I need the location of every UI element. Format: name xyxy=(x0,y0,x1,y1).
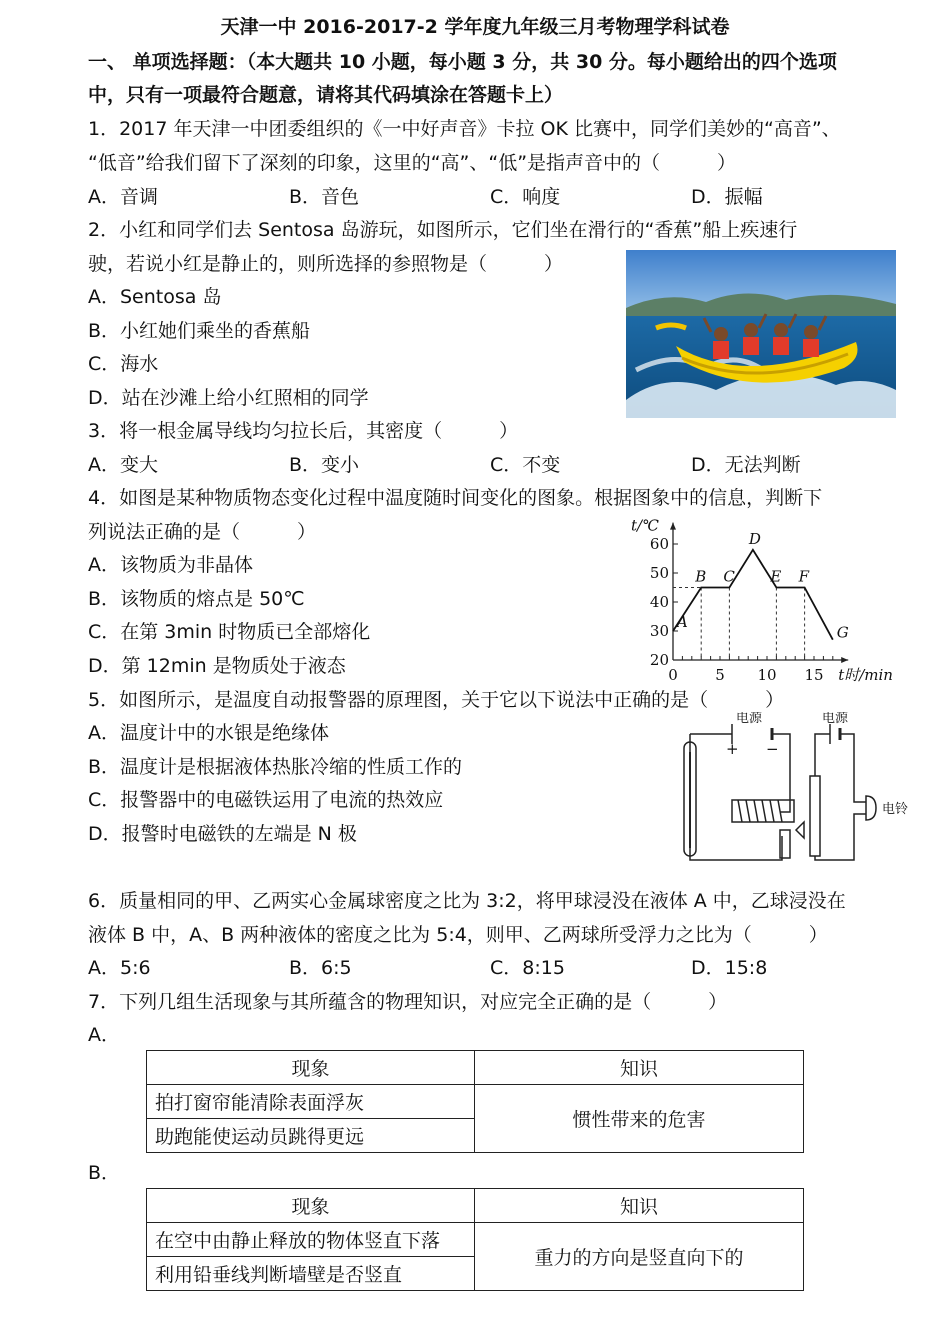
q4-stem-line1: 4．如图是某种物质物态变化过程中温度随时间变化的图象。根据图象中的信息，判断下 xyxy=(88,487,823,509)
q1-option-a: A．音调 xyxy=(88,186,158,208)
table-a-header-phenomenon: 现象 xyxy=(147,1051,475,1085)
point-label-c: C xyxy=(723,567,735,586)
x-axis-label: t时/min xyxy=(838,666,893,684)
table-a-header-knowledge: 知识 xyxy=(475,1051,804,1085)
temperature-series-line xyxy=(673,550,833,640)
power-source-1-label: 电源 xyxy=(736,712,763,726)
q4-option-c: C．在第 3min 时物质已全部熔化 xyxy=(88,621,371,643)
y-tick-label: 50 xyxy=(649,564,669,582)
y-tick-label: 20 xyxy=(649,651,669,669)
q7-stem-line1: 7．下列几组生活现象与其所蕴含的物理知识，对应完全正确的是（ ） xyxy=(88,991,728,1013)
q6-stem-line1: 6．质量相同的甲、乙两实心金属球密度之比为 3:2，将甲球浸没在液体 A 中，乙球浸没在 xyxy=(88,890,846,912)
y-axis-label: t/℃ xyxy=(631,516,659,535)
table-b-row1: 在空中由静止释放的物体竖直下落 xyxy=(147,1223,475,1257)
plus-sign: + xyxy=(726,740,739,758)
q7-option-b: B． xyxy=(88,1162,121,1184)
point-label-g: G xyxy=(836,623,849,642)
y-tick-label: 30 xyxy=(649,622,669,640)
x-tick-label: 10 xyxy=(757,666,777,684)
q1-option-d: D．振幅 xyxy=(691,186,763,208)
q1-stem-line1: 1．2017 年天津一中团委组织的《一中好声音》卡拉 OK 比赛中，同学们美妙的“高音”、 xyxy=(88,118,841,140)
table-a-knowledge: 惯性带来的危害 xyxy=(475,1085,804,1153)
section-header-line1: 一、 单项选择题：（本大题共 10 小题，每小题 3 分，共 30 分。每小题给出的四个选项 xyxy=(88,51,837,73)
q2-stem-line1: 2．小红和同学们去 Sentosa 岛游玩，如图所示，它们坐在滑行的“香蕉”船上疾速行 xyxy=(88,219,798,241)
q6-option-a: A．5:6 xyxy=(88,957,151,979)
x-axis-arrow xyxy=(841,657,848,663)
table-b-knowledge: 重力的方向是竖直向下的 xyxy=(475,1223,804,1291)
q2-stem-line2: 驶，若说小红是静止的，则所选择的参照物是（ ） xyxy=(88,253,564,275)
x-tick-label: 5 xyxy=(715,666,725,684)
q2-option-a: A．Sentosa 岛 xyxy=(88,286,222,308)
q4-option-d: D．第 12min 是物质处于液态 xyxy=(88,655,346,677)
point-label-e: E xyxy=(770,567,782,586)
q2-option-c: C．海水 xyxy=(88,353,159,375)
point-label-d: D xyxy=(748,529,761,548)
point-label-b: B xyxy=(695,567,707,586)
q4-stem-line2: 列说法正确的是（ ） xyxy=(88,521,317,543)
q3-option-a: A．变大 xyxy=(88,454,158,476)
minus-sign: − xyxy=(766,740,779,758)
power-source-2-label: 电源 xyxy=(822,712,849,726)
q5-option-b: B．温度计是根据液体热胀冷缩的性质工作的 xyxy=(88,756,463,778)
table-b-header-knowledge: 知识 xyxy=(475,1189,804,1223)
banana-boat-photo xyxy=(626,250,896,418)
q5-option-a: A．温度计中的水银是绝缘体 xyxy=(88,722,329,744)
q1-option-c: C．响度 xyxy=(490,186,561,208)
q2-option-d: D．站在沙滩上给小红照相的同学 xyxy=(88,387,369,409)
y-axis-arrow xyxy=(670,523,676,530)
q2-option-b: B．小红她们乘坐的香蕉船 xyxy=(88,320,311,342)
q5-stem-line1: 5．如图所示，是温度自动报警器的原理图，关于它以下说法中正确的是（ ） xyxy=(88,689,785,711)
q4-option-b: B．该物质的熔点是 50℃ xyxy=(88,588,305,610)
q3-option-b: B．变小 xyxy=(289,454,360,476)
table-a-row2: 助跑能使运动员跳得更远 xyxy=(147,1119,475,1153)
x-tick-label: 0 xyxy=(668,666,678,684)
q1-option-b: B．音色 xyxy=(289,186,360,208)
q7-table-b xyxy=(146,1188,804,1291)
q6-stem-line2: 液体 B 中，A、B 两种液体的密度之比为 5:4，则甲、乙两球所受浮力之比为（ ） xyxy=(88,924,828,946)
q3-stem-line1: 3．将一根金属导线均匀拉长后，其密度（ ） xyxy=(88,420,519,442)
q4-option-a: A．该物质为非晶体 xyxy=(88,554,253,576)
q7-option-a: A． xyxy=(88,1024,120,1046)
temperature-time-chart xyxy=(625,508,910,692)
x-tick-label: 15 xyxy=(804,666,824,684)
table-b-header-phenomenon: 现象 xyxy=(147,1189,475,1223)
q5-option-c: C．报警器中的电磁铁运用了电流的热效应 xyxy=(88,789,444,811)
q7-table-a xyxy=(146,1050,804,1153)
q1-stem-line2: “低音”给我们留下了深刻的印象，这里的“高”、“低”是指声音中的（ ） xyxy=(88,152,737,174)
y-tick-label: 60 xyxy=(649,535,669,553)
q6-option-c: C．8:15 xyxy=(490,957,565,979)
section-header-line2: 中，只有一项最符合题意，请将其代码填涂在答题卡上） xyxy=(88,84,564,106)
point-label-a: A xyxy=(677,613,688,631)
bell-label: 电铃 xyxy=(882,802,909,817)
q5-option-d: D．报警时电磁铁的左端是 N 极 xyxy=(88,823,357,845)
point-label-f: F xyxy=(798,567,810,586)
page-title: 天津一中 2016-2017-2 学年度九年级三月考物理学科试卷 xyxy=(220,16,730,38)
q6-option-d: D．15:8 xyxy=(691,957,768,979)
y-tick-label: 40 xyxy=(649,593,669,611)
q6-option-b: B．6:5 xyxy=(289,957,352,979)
alarm-circuit-diagram xyxy=(672,712,922,868)
table-a-row1: 拍打窗帘能清除表面浮灰 xyxy=(147,1085,475,1119)
q3-option-c: C．不变 xyxy=(490,454,561,476)
table-b-row2: 利用铅垂线判断墙壁是否竖直 xyxy=(147,1257,475,1291)
q3-option-d: D．无法判断 xyxy=(691,454,801,476)
